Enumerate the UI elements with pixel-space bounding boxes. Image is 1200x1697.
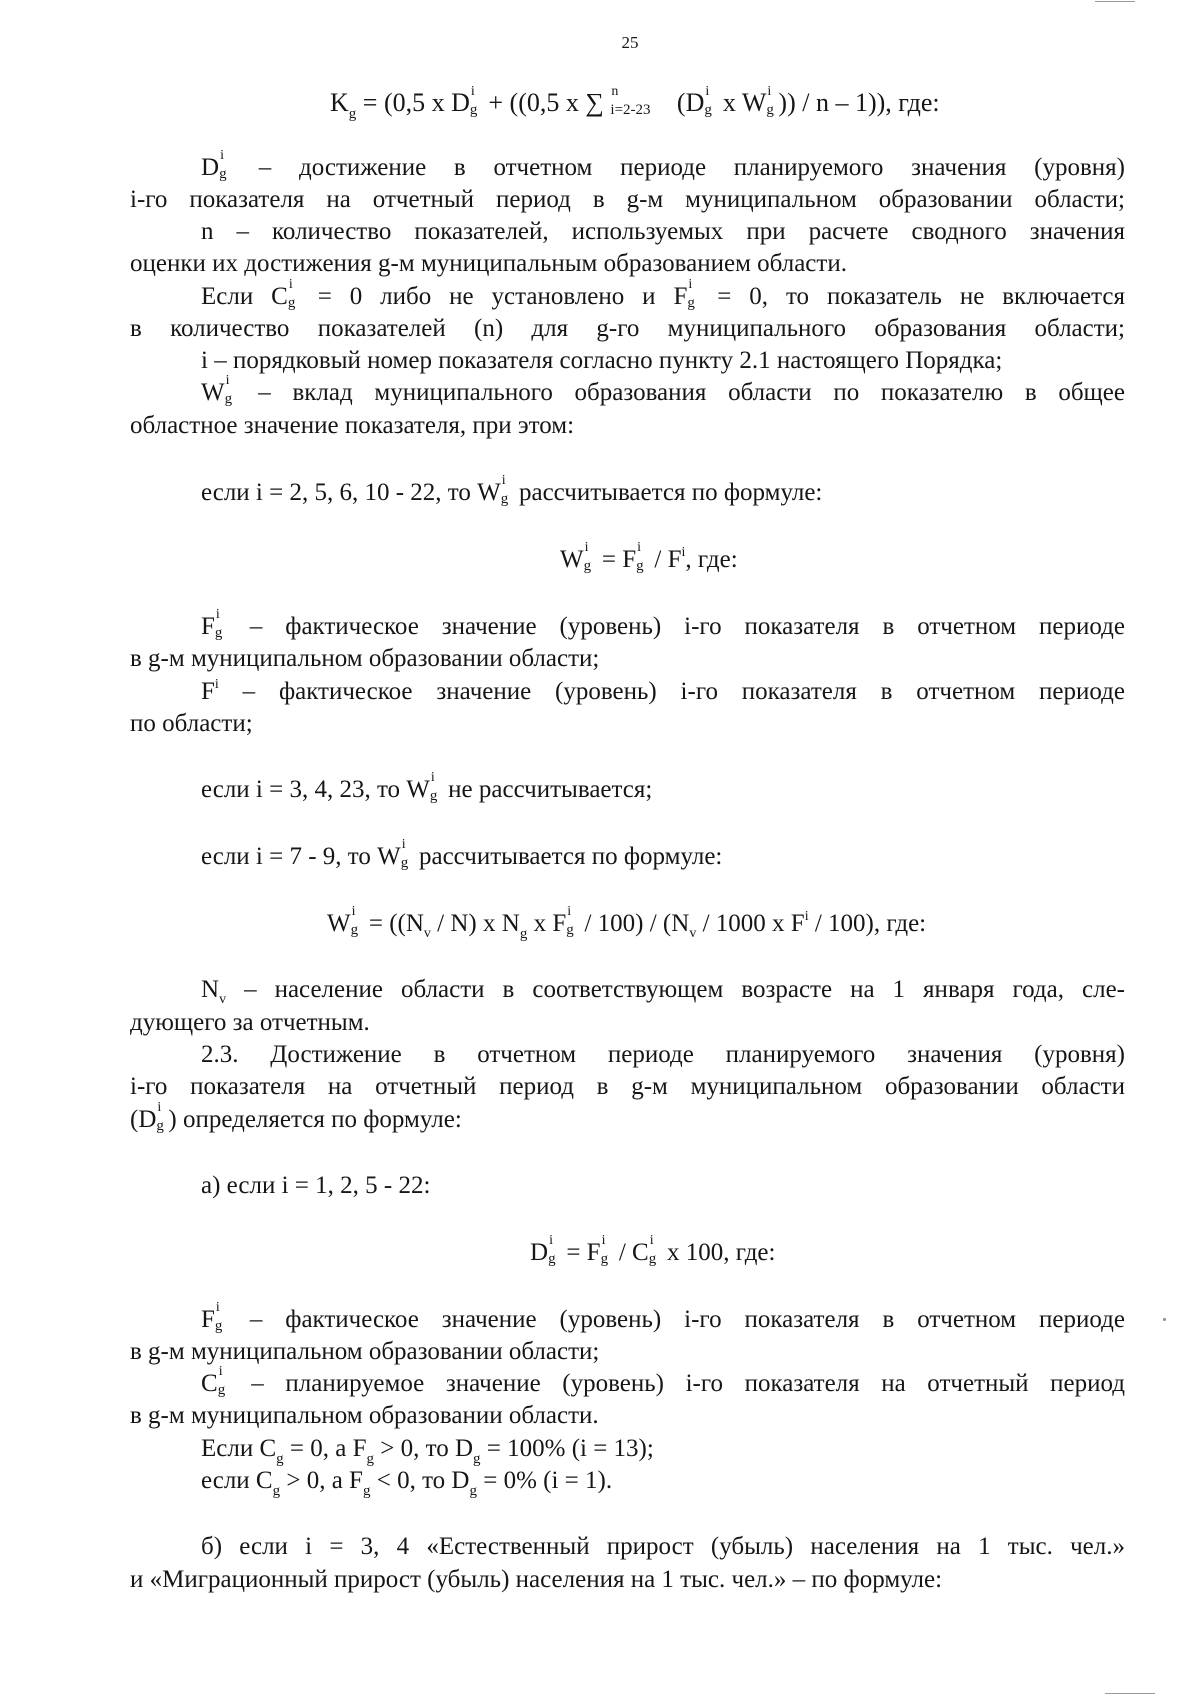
formula-k: $K_g = (0,5$ x D i g + ((0,5 x ∑ n i=2-23 (D i g x W i g )) / n – 1)), где: xyxy=(330,84,940,122)
definition-fg-line2: в g-м муниципальном образовании области; xyxy=(130,645,600,672)
definition-d-line1: D i g – достижение в отчетном периоде планируемого значения (уровня) xyxy=(201,148,1125,182)
definition-nv-line1: $N_v$ – население области в соответствующем возрасте на 1 января года, сле- xyxy=(201,976,1125,1007)
case-3: если i = 7 - 9, то W i g рассчитывается по формуле: xyxy=(201,837,723,871)
rule-2: если $C_g > 0$, а $F_g < 0$, то $D_g = 0\%$ (i = 1). xyxy=(201,1467,613,1499)
definition-n-line2: оценки их достижения g-м муниципальным образованием области. xyxy=(130,250,847,277)
page-number: 25 xyxy=(621,33,639,52)
case-b-line1: б) если i = 3, 4 «Естественный прирост (убыль) населения на 1 тыс. чел.» xyxy=(201,1533,1125,1560)
case-a: а) если i = 1, 2, 5 - 22: xyxy=(201,1172,431,1199)
definition-fg2-line2: в g-м муниципальном образовании области; xyxy=(130,1338,600,1365)
section-2-3-line1: 2.3. Достижение в отчетном периоде планируемого значения (уровня) xyxy=(201,1041,1125,1068)
scan-mark-bottom xyxy=(1105,1693,1155,1694)
formula-w2: W i g = ($(N_v / N)$ x $N_g$ x F i g / $100) / (N_v / 1000$ x $F^i / 100$), где: xyxy=(327,904,927,942)
condition-c-line1: Если C i g = 0 либо не установлено и F i g = 0, то показатель не включается xyxy=(201,277,1125,311)
section-2-3-line2: i-го показателя на отчетный период в g-м муниципальном образовании области xyxy=(130,1073,1125,1100)
formula-w1: W i g = F i g / $F^i$, где: xyxy=(560,540,738,574)
case-1: если i = 2, 5, 6, 10 - 22, то W i g рассчитывается по формуле: xyxy=(201,473,823,507)
condition-c-line2: в количество показателей (n) для g-го муниципального образования области; xyxy=(130,315,1125,342)
definition-nv-line2: дующего за отчетным. xyxy=(130,1009,370,1036)
formula-d: D i g = F i g / C i g x 100, где: xyxy=(530,1233,776,1267)
scan-speck xyxy=(1163,1318,1166,1321)
definition-cg-line1: C i g – планируемое значение (уровень) i-го показателя на отчетный период xyxy=(201,1364,1125,1398)
definition-w-line1: W i g – вклад муниципального образования области по показателю в общее xyxy=(201,373,1125,407)
definition-fg-line1: F i g – фактическое значение (уровень) i-го показателя в отчетном периоде xyxy=(201,607,1125,641)
definition-w-line2: областное значение показателя, при этом: xyxy=(130,412,575,439)
scan-mark-top xyxy=(1095,1,1135,2)
definition-f-line2: по области; xyxy=(130,710,253,737)
case-b-line2: и «Миграционный прирост (убыль) населения на 1 тыс. чел.» – по формуле: xyxy=(130,1566,943,1593)
definition-f-line1: $F^i$ – фактическое значение (уровень) i-го показателя в отчетном периоде xyxy=(201,677,1125,705)
section-2-3-line3: (D i g ) определяется по формуле: xyxy=(130,1100,462,1134)
definition-cg-line2: в g-м муниципальном образовании области. xyxy=(130,1402,599,1429)
definition-fg2-line1: F i g – фактическое значение (уровень) i-го показателя в отчетном периоде xyxy=(201,1300,1125,1334)
definition-n-line1: n – количество показателей, используемых при расчете сводного значения xyxy=(201,218,1125,245)
case-2: если i = 3, 4, 23, то W i g не рассчитывается; xyxy=(201,770,653,804)
rule-1: Если $C_g = 0$, а $F_g > 0$, то $D_g = 100\%$ (i = 13); xyxy=(201,1435,654,1467)
definition-d-line2: i-го показателя на отчетный период в g-м муниципальном образовании области; xyxy=(130,186,1125,213)
definition-i: i – порядковый номер показателя согласно пункту 2.1 настоящего Порядка; xyxy=(201,347,1003,374)
